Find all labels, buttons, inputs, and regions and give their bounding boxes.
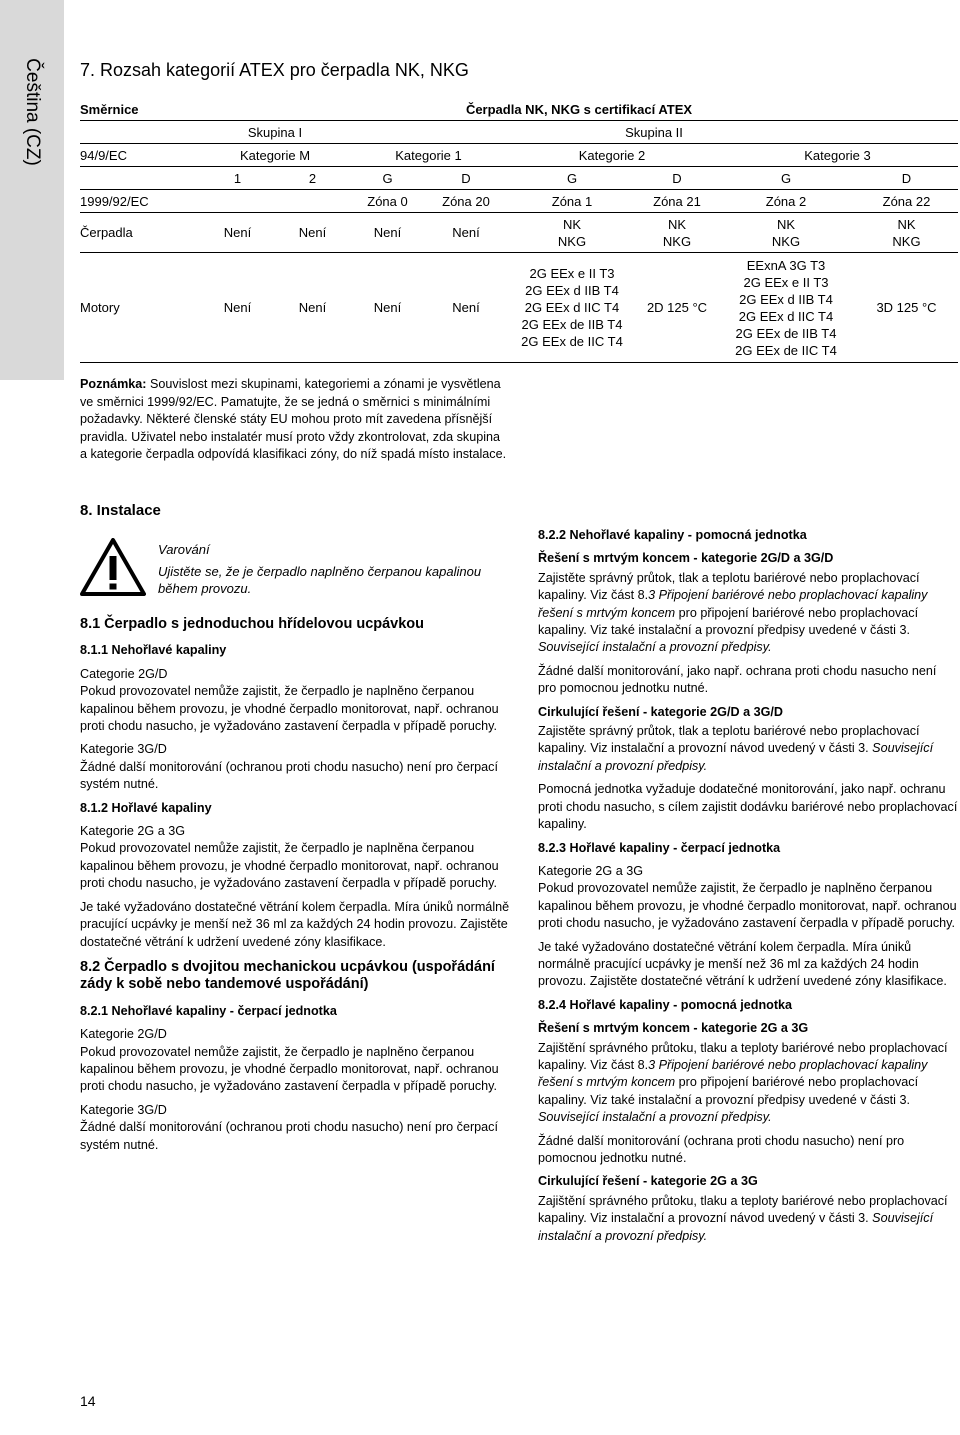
subheading-8-2-4: 8.2.4 Hořlavé kapaliny - pomocná jednotka (538, 997, 793, 1012)
table-cell: 2 (275, 167, 350, 190)
paragraph: Pokud provozovatel nemůže zajistit, že čerpadlo je naplněna čerpanou kapalinou během provozu, je vhodné čerpadlo monitorovat, např. ochranou proti chodu nasucho, je vyžadováno zastavení čerpadla v případě poruchy. (80, 841, 499, 891)
table-cell: 3D 125 °C (855, 253, 958, 363)
table-cell: EExnA 3G T3 2G EEx e II T3 2G EEx d IIB T4 2G EEx d IIC T4 2G EEx de IIB T4 2G EEx de IIC T4 (717, 253, 855, 363)
group-i: Skupina I (200, 121, 350, 144)
left-column (80, 616, 520, 1160)
table-cell: NK NKG (637, 213, 717, 253)
paragraph: Zajistěte správný průtok, tlak a teplotu bariérové nebo proplachovací kapaliny. Viz část 8.3 Připojení bariérové nebo proplachovací kapaliny řešení s mrtvým koncem pro připojení bariérové nebo proplachovací kapaliny. Viz také instalační a provozní předpisy uvedené v části 3. Související instalační a provozní předpisy. (538, 570, 928, 655)
paragraph: Je také vyžadováno dostatečné větrání kolem čerpadla. Míra úniků normálně pracující ucpávky je menší než 36 ml za každých 24 hodin provozu. Zajistěte dostatečné větrání k udržení uvedené zóny klasifikace. (80, 899, 510, 949)
directive-header: Směrnice (80, 98, 200, 121)
table-cell: Není (350, 213, 425, 253)
paragraph: Zajištění správného průtoku, tlaku a teploty bariérové nebo proplachovací kapaliny. Viz část 8.3 Připojení bariérové nebo proplachovací kapaliny řešení s mrtvým koncem pro připojení bariérové nebo proplachovací kapaliny. Viz také instalační a provozní předpisy uvedené v části 3. Související instalační a provozní předpisy. (538, 1040, 948, 1125)
atex-category-table (80, 98, 958, 363)
table-cell: Není (275, 213, 350, 253)
category-label: Kategorie 3G/D (80, 1102, 167, 1117)
table-cell: Není (425, 213, 507, 253)
table-cell: Není (200, 213, 275, 253)
subheading-8-1-1: 8.1.1 Nehořlavé kapaliny (80, 643, 227, 658)
table-title: Čerpadla NK, NKG s certifikací ATEX (200, 98, 958, 121)
subheading-8-2-1: 8.2.1 Nehořlavé kapaliny - čerpací jednotka (80, 1003, 337, 1018)
table-cell: G (717, 167, 855, 190)
category-label: Kategorie 2G a 3G (538, 863, 644, 878)
subheading-8-1-2: 8.1.2 Hořlavé kapaliny (80, 800, 212, 815)
subheading-8-2-3: 8.2.3 Hořlavé kapaliny - čerpací jednotka (538, 840, 781, 855)
directive-94-9: 94/9/EC (80, 144, 200, 167)
solution-heading: Cirkulující řešení - kategorie 2G/D a 3G/D (538, 704, 783, 719)
warning-text-block (158, 541, 498, 598)
table-cell: NK NKG (717, 213, 855, 253)
table-cell: Není (350, 253, 425, 363)
paragraph: Pokud provozovatel nemůže zajistit, že čerpadlo je naplněno čerpanou kapalinou během provozu, je vhodné čerpadlo monitorovat, např. ochranou proti chodu nasucho, je vyžadováno zastavení čerpadla v případě poruchy. (80, 684, 499, 734)
zone-cell: Zóna 20 (425, 190, 507, 213)
zone-cell: Zóna 1 (507, 190, 637, 213)
category-cell: Kategorie M (200, 144, 350, 167)
table-row (80, 167, 958, 190)
solution-heading: Řešení s mrtvým koncem - kategorie 2G a 3G (538, 1021, 809, 1036)
zone-cell: Zóna 22 (855, 190, 958, 213)
paragraph: Žádné další monitorování, jako např. ochrana proti chodu nasucho není pro pomocnou jednotku nutné. (538, 663, 937, 696)
language-label: Čeština (CZ) (22, 58, 43, 166)
table-cell: NK NKG (507, 213, 637, 253)
directive-1999-92: 1999/92/EC (80, 190, 200, 213)
page-number: 14 (80, 1393, 96, 1409)
warning-title: Varování (158, 542, 210, 557)
paragraph: Pomocná jednotka vyžaduje dodatečné monitorování, jako např. ochranu proti chodu nasucho, s cílem zajistit dodávku bariérové nebo proplachovací kapaliny. (538, 782, 958, 832)
section-7-heading: 7. Rozsah kategorií ATEX pro čerpadla NK, NKG (80, 60, 469, 80)
paragraph: Zajištění správného průtoku, tlaku a teploty bariérové nebo proplachovací kapaliny. Viz instalační a provozní návod uvedený v části 3. Související instalační a provozní předpisy. (538, 1193, 948, 1243)
table-cell: G (350, 167, 425, 190)
table-cell: 2D 125 °C (637, 253, 717, 363)
warning-triangle-icon (80, 538, 146, 596)
paragraph: Žádné další monitorování (ochrana proti chodu nasucho) není pro pomocnou jednotku nutné. (538, 1133, 905, 1165)
category-cell: Kategorie 3 (717, 144, 958, 167)
category-cell: Kategorie 1 (350, 144, 507, 167)
group-ii: Skupina II (350, 121, 958, 144)
warning-message: Ujistěte se, že je čerpadlo naplněno čerpanou kapalinou během provozu. (158, 563, 482, 596)
table-cell: D (855, 167, 958, 190)
pumps-label: Čerpadla (80, 213, 200, 253)
table-row (80, 121, 958, 144)
table-cell: D (637, 167, 717, 190)
category-label: Kategorie 2G a 3G (80, 824, 186, 839)
paragraph: Pokud provozovatel nemůže zajistit, že čerpadlo je naplněno čerpanou kapalinou během provozu, je vhodné čerpadlo monitorovat, např. ochranou proti chodu nasucho, je vyžadováno zastavení čerpadla v případě poruchy. (80, 1044, 499, 1094)
table-row (80, 213, 958, 253)
note-label: Poznámka: (80, 377, 147, 391)
table-cell: Není (200, 253, 275, 363)
table-row (80, 98, 958, 121)
zone-cell: Zóna 2 (717, 190, 855, 213)
table-cell: Není (275, 253, 350, 363)
solution-heading: Řešení s mrtvým koncem - kategorie 2G/D a 3G/D (538, 551, 834, 566)
section-8-1-heading: 8.1 Čerpadlo s jednoduchou hřídelovou ucpávkou (80, 616, 425, 632)
paragraph: Žádné další monitorování (ochranou proti chodu nasucho) není pro čerpací systém nutné. (80, 1120, 498, 1152)
zone-cell: Zóna 0 (350, 190, 425, 213)
table-cell: 2G EEx e II T3 2G EEx d IIB T4 2G EEx d IIC T4 2G EEx de IIB T4 2G EEx de IIC T4 (507, 253, 637, 363)
category-label: Categorie 2G/D (80, 666, 168, 681)
paragraph: Zajistěte správný průtok, tlak a teplotu bariérové nebo proplachovací kapaliny. Viz instalační a provozní návod uvedený v části 3. Související instalační a provozní předpisy. (538, 724, 934, 773)
motors-label: Motory (80, 253, 200, 363)
category-cell: Kategorie 2 (507, 144, 717, 167)
language-side-tab (0, 0, 64, 380)
subheading-8-2-2: 8.2.2 Nehořlavé kapaliny - pomocná jednotka (538, 528, 807, 542)
zone-cell: Zóna 21 (637, 190, 717, 213)
section-8-2-heading: 8.2 Čerpadlo s dvojitou mechanickou ucpávkou (uspořádání zády k sobě nebo tandemové uspořádání) (80, 958, 495, 993)
table-cell: D (425, 167, 507, 190)
right-column (538, 527, 958, 1251)
section-8-heading: 8. Instalace (80, 502, 161, 519)
category-label: Kategorie 3G/D (80, 742, 167, 757)
table-row (80, 190, 958, 213)
paragraph: Je také vyžadováno dostatečné větrání kolem čerpadla. Míra úniků normálně pracující ucpávky je menší než 36 ml za každých 24 hodin provozu. Zajistěte dostatečné větrání k udržení uvedené zóny klasifikace. (538, 939, 947, 989)
table-cell: Není (425, 253, 507, 363)
table-row (80, 144, 958, 167)
table-note (80, 376, 510, 464)
table-cell: 1 (200, 167, 275, 190)
table-cell: NK NKG (855, 213, 958, 253)
solution-heading: Cirkulující řešení - kategorie 2G a 3G (538, 1174, 758, 1189)
table-cell: G (507, 167, 637, 190)
category-label: Kategorie 2G/D (80, 1027, 167, 1042)
note-text: Souvislost mezi skupinami, kategoriemi a zónami je vysvětlena ve směrnici 1999/92/EC. Pamatujte, že se jedná o směrnici s minimálními požadavky. Některé členské státy EU mohou proto mít zavedena přísnější pravidla. Uživatel nebo instalatér musí proto vždy zkontrolovat, zda skupina a kategorie čerpadla odpovídá klasifikaci zóny, do níž spadá místo instalace. (80, 377, 507, 461)
paragraph: Pokud provozovatel nemůže zajistit, že čerpadlo je naplněno čerpanou kapalinou během provozu, je vhodné čerpadlo monitorovat, např. ochranou proti chodu nasucho, je vyžadováno zastavení čerpadla v případě poruchy. (538, 881, 957, 931)
paragraph: Žádné další monitorování (ochranou proti chodu nasucho) není pro čerpací systém nutné. (80, 759, 498, 792)
table-row (80, 253, 958, 363)
